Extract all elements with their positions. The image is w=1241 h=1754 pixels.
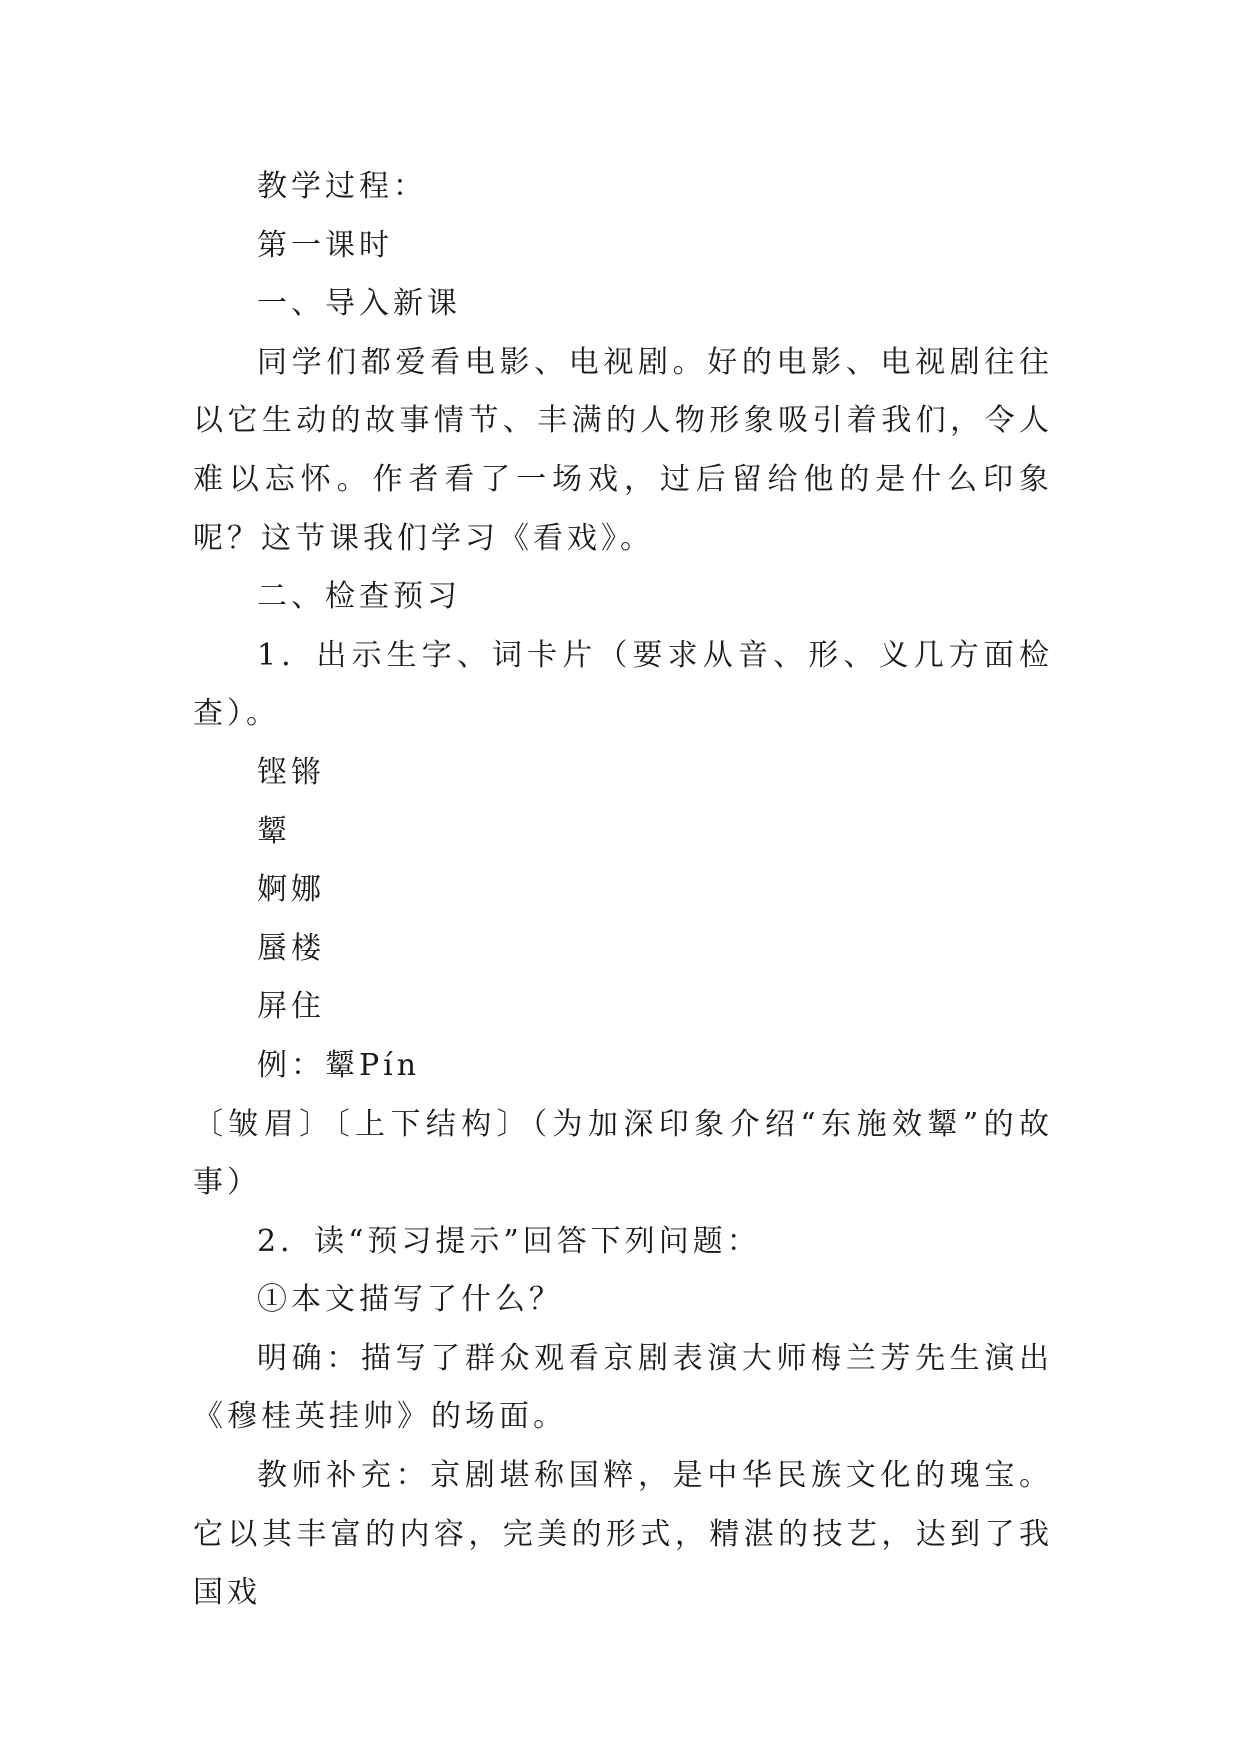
- heading-first-lesson: 第一课时: [257, 227, 393, 263]
- vocab-example: 例：颦Pín: [257, 1047, 421, 1083]
- vocab-item: 蜃楼: [257, 930, 325, 966]
- section-heading-review: 二、检查预习: [257, 579, 461, 615]
- paragraph-word-cards: 1．出示生字、词卡片（要求从音、形、义几方面检查）。: [193, 637, 1053, 732]
- vocab-item: 颦: [257, 813, 291, 849]
- paragraph-example-notes: 〔皱眉〕〔上下结构〕（为加深印象介绍“东施效颦”的故事）: [193, 1106, 1053, 1201]
- heading-teaching-process: 教学过程：: [257, 169, 427, 204]
- vocab-item: 婀娜: [257, 872, 325, 908]
- paragraph-teacher-supplement: 教师补充：京剧堪称国粹，是中华民族文化的瑰宝。它以其丰富的内容，完美的形式，精湛的技艺，达到了我国戏: [193, 1458, 1053, 1611]
- question-item: ①本文描写了什么？: [257, 1282, 563, 1318]
- vocab-item: 铿锵: [257, 754, 325, 790]
- vocab-item: 屏住: [257, 989, 325, 1025]
- document-body: [193, 158, 1053, 1623]
- paragraph-answer: 明确：描写了群众观看京剧表演大师梅兰芳先生演出《穆桂英挂帅》的场面。: [193, 1340, 1053, 1435]
- section-heading-intro: 一、导入新课: [257, 286, 461, 322]
- paragraph-preview-questions: 2．读“预习提示”回答下列问题：: [257, 1223, 761, 1259]
- paragraph-intro: 同学们都爱看电影、电视剧。好的电影、电视剧往往以它生动的故事情节、丰满的人物形象吸引着我们，令人难以忘怀。作者看了一场戏，过后留给他的是什么印象呢？这节课我们学习《看戏》。: [193, 344, 1053, 556]
